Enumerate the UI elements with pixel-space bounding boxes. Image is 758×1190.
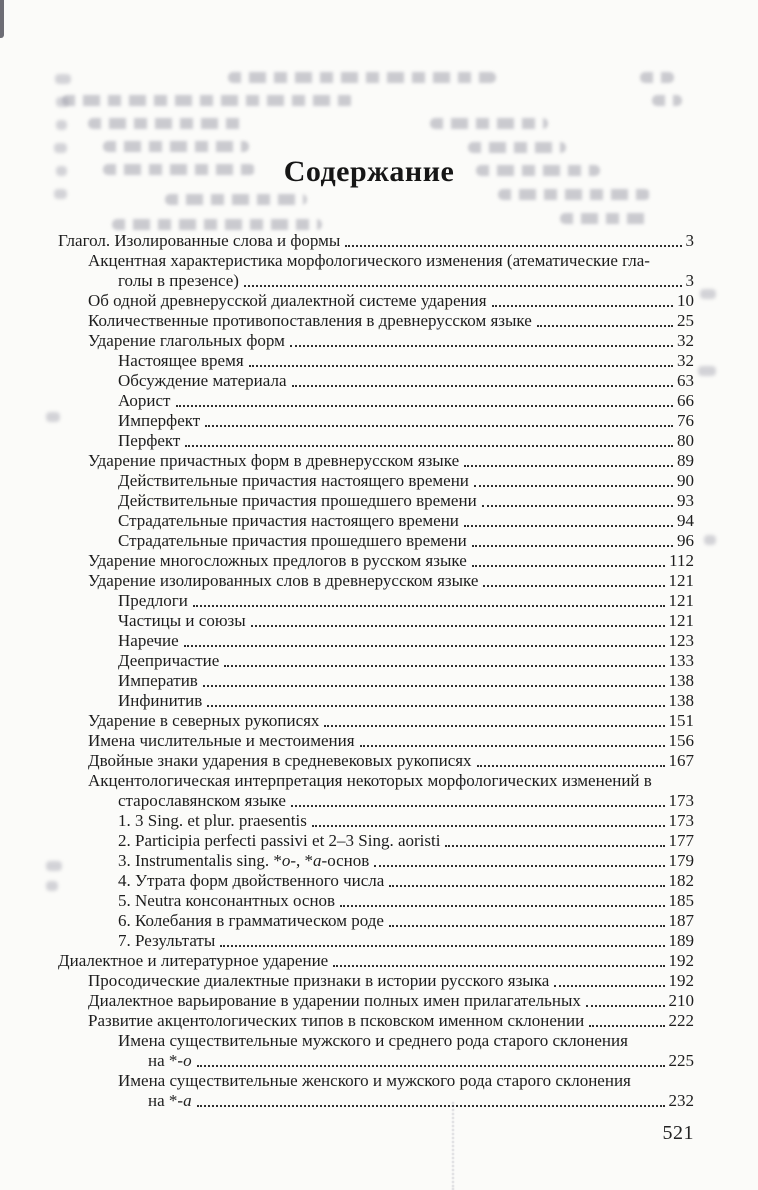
toc-entry-label: Ударение многосложных предлогов в русском языке — [88, 551, 467, 570]
toc-row — [58, 551, 694, 571]
dot-leader — [333, 951, 664, 967]
toc-entry-label: 2. Participia perfecti passivi et 2–3 Sing. aoristi — [118, 831, 441, 850]
scan-smudge — [46, 881, 58, 891]
dot-leader — [203, 671, 665, 687]
toc-entry-label: Страдательные причастия прошедшего времени — [118, 531, 467, 550]
dot-leader — [193, 591, 665, 607]
scan-smudge — [54, 143, 67, 153]
scan-smudge — [704, 535, 716, 545]
toc-entry-label: Императив — [118, 671, 198, 690]
dot-leader — [360, 731, 665, 747]
toc-entry-label: Просодические диалектные признаки в истории русского языка — [88, 971, 550, 990]
dot-leader — [482, 491, 673, 507]
scan-smudge — [700, 289, 716, 299]
scan-smudge — [698, 366, 716, 376]
scan-corner-artifact — [0, 0, 4, 38]
toc-row — [58, 831, 694, 851]
toc-row — [58, 391, 694, 411]
scan-smudge — [55, 74, 71, 84]
dot-leader — [464, 511, 673, 527]
toc-entry-label: 4. Утрата форм двойственного числа — [118, 871, 385, 890]
toc-row — [58, 971, 694, 991]
toc-page-number: 138 — [668, 671, 694, 690]
toc-row — [58, 531, 694, 551]
toc-row — [58, 951, 694, 971]
toc-entry-label: Наречие — [118, 631, 179, 650]
toc-entry-label: старославянском языке — [118, 791, 286, 810]
dot-leader — [176, 391, 674, 407]
toc-entry-label: Развитие акцентологических типов в псковском именном склонении — [88, 1011, 585, 1030]
bleedthrough-line — [165, 194, 307, 205]
toc-entry-label: Предлоги — [118, 591, 188, 610]
toc-row — [58, 251, 694, 271]
toc-page-number: 90 — [677, 471, 694, 490]
toc-page-number: 121 — [668, 611, 694, 630]
toc-page-number: 121 — [668, 571, 694, 590]
bleedthrough-line — [560, 213, 650, 224]
toc-entry-label: 5. Neutra консонантных основ — [118, 891, 336, 910]
dot-leader — [492, 291, 673, 307]
toc-row — [58, 771, 694, 791]
toc-entry-label: Количественные противопоставления в древнерусском языке — [88, 311, 532, 330]
dot-leader — [220, 931, 664, 947]
toc-entry-label: Ударение причастных форм в древнерусском языке — [88, 451, 460, 470]
toc-row — [58, 691, 694, 711]
toc-row — [58, 291, 694, 311]
dot-leader — [477, 751, 665, 767]
toc-entry-label: на *-о — [148, 1051, 192, 1070]
toc-row — [58, 811, 694, 831]
toc-page-number: 3 — [685, 271, 694, 290]
dot-leader — [197, 1051, 665, 1067]
dot-leader — [345, 231, 681, 247]
toc-row — [58, 991, 694, 1011]
toc-row — [58, 371, 694, 391]
toc-page-number: 138 — [668, 691, 694, 710]
toc-entry-label: 1. 3 Sing. et plur. praesentis — [118, 811, 307, 830]
bleedthrough-line — [228, 72, 496, 83]
toc-entry-label: Диалектное и литературное ударение — [58, 951, 329, 970]
toc-row — [58, 491, 694, 511]
toc-page-number: 225 — [668, 1051, 694, 1070]
toc-row — [58, 891, 694, 911]
toc-page-number: 93 — [677, 491, 694, 510]
toc-entry-label: Имена числительные и местоимения — [88, 731, 355, 750]
toc-row — [58, 711, 694, 731]
toc-page-number: 96 — [677, 531, 694, 550]
toc-entry-label: Перфект — [118, 431, 181, 450]
toc-entry-label: Имперфект — [118, 411, 201, 430]
toc-row — [58, 351, 694, 371]
toc-page-number: 63 — [677, 371, 694, 390]
scan-smudge — [56, 97, 69, 107]
dot-leader — [483, 571, 664, 587]
toc-entry-label: Обсуждение материала — [118, 371, 287, 390]
toc-row — [58, 931, 694, 951]
dot-leader — [474, 471, 673, 487]
dot-leader — [324, 711, 664, 727]
toc-page-number: 232 — [668, 1091, 694, 1110]
dot-leader — [472, 531, 673, 547]
bleedthrough-line — [652, 95, 682, 106]
toc-page-number: 112 — [669, 551, 694, 570]
toc-page-number: 192 — [668, 971, 694, 990]
toc-row — [58, 331, 694, 351]
toc-entry-label: Ударение изолированных слов в древнерусском языке — [88, 571, 479, 590]
toc-row — [58, 791, 694, 811]
toc-page-number: 156 — [668, 731, 694, 750]
toc-row — [58, 451, 694, 471]
toc-page-number: 222 — [668, 1011, 694, 1030]
toc-row — [58, 271, 694, 291]
scan-crease-artifact — [452, 1102, 454, 1190]
toc-entry-label: Глагол. Изолированные слова и формы — [58, 231, 341, 250]
dot-leader — [224, 651, 664, 667]
bleedthrough-line — [62, 95, 354, 106]
page-title: Содержание — [283, 155, 455, 188]
dot-leader — [292, 371, 674, 387]
toc-page-number: 173 — [668, 811, 694, 830]
table-of-contents — [58, 231, 694, 1111]
toc-page-number: 151 — [668, 711, 694, 730]
toc-entry-label: Действительные причастия настоящего времени — [118, 471, 469, 490]
toc-page-number: 210 — [668, 991, 694, 1010]
bleedthrough-line — [88, 118, 246, 129]
page-number: 521 — [662, 1122, 694, 1144]
dot-leader — [312, 811, 665, 827]
toc-row — [58, 431, 694, 451]
toc-entry-label: Страдательные причастия настоящего времени — [118, 511, 459, 530]
toc-entry-label: Имена существительные женского и мужского рода старого склонения — [118, 1071, 631, 1090]
toc-row — [58, 751, 694, 771]
dot-leader — [445, 831, 664, 847]
toc-row — [58, 411, 694, 431]
toc-page-number: 25 — [677, 311, 694, 330]
dot-leader — [251, 611, 665, 627]
scan-smudge — [56, 120, 67, 130]
toc-page-number: 192 — [668, 951, 694, 970]
toc-entry-label: на *-а — [148, 1091, 192, 1110]
toc-entry-label: Аорист — [118, 391, 171, 410]
dot-leader — [197, 1091, 665, 1107]
toc-row — [58, 231, 694, 251]
bleedthrough-line — [498, 189, 650, 200]
toc-row — [58, 871, 694, 891]
toc-entry-label: Действительные причастия прошедшего времени — [118, 491, 477, 510]
dot-leader — [472, 551, 665, 567]
toc-page-number: 66 — [677, 391, 694, 410]
toc-entry-label: 7. Результаты — [118, 931, 216, 950]
toc-row — [58, 851, 694, 871]
toc-row — [58, 911, 694, 931]
dot-leader — [586, 991, 665, 1007]
scan-smudge — [54, 189, 67, 199]
toc-page-number: 167 — [668, 751, 694, 770]
bleedthrough-line — [468, 142, 566, 153]
dot-leader — [205, 411, 673, 427]
dot-leader — [340, 891, 664, 907]
toc-row — [58, 1011, 694, 1031]
toc-row — [58, 471, 694, 491]
dot-leader — [389, 911, 665, 927]
dot-leader — [184, 631, 665, 647]
dot-leader — [244, 271, 682, 287]
toc-entry-label: Настоящее время — [118, 351, 244, 370]
toc-page-number: 123 — [668, 631, 694, 650]
dot-leader — [374, 851, 664, 867]
toc-row — [58, 671, 694, 691]
toc-row — [58, 651, 694, 671]
dot-leader — [290, 331, 673, 347]
toc-page-number: 185 — [668, 891, 694, 910]
toc-row — [58, 631, 694, 651]
toc-entry-label: Деепричастие — [118, 651, 220, 670]
toc-entry-label: 6. Колебания в грамматическом роде — [118, 911, 384, 930]
toc-entry-label: Акцентологическая интерпретация некоторых морфологических изменений в — [88, 771, 652, 790]
toc-page-number: 32 — [677, 331, 694, 350]
toc-page-number: 80 — [677, 431, 694, 450]
toc-entry-label: Ударение глагольных форм — [88, 331, 285, 350]
toc-page-number: 133 — [668, 651, 694, 670]
dot-leader — [554, 971, 664, 987]
toc-row — [58, 511, 694, 531]
toc-row — [58, 1071, 694, 1091]
toc-row — [58, 1031, 694, 1051]
toc-row — [58, 1051, 694, 1071]
toc-page-number: 89 — [677, 451, 694, 470]
bleedthrough-line — [112, 219, 322, 230]
toc-entry-label: Частицы и союзы — [118, 611, 246, 630]
bleedthrough-line — [640, 72, 674, 83]
toc-row — [58, 611, 694, 631]
toc-entry-label: Инфинитив — [118, 691, 203, 710]
dot-leader — [291, 791, 665, 807]
toc-page-number: 76 — [677, 411, 694, 430]
toc-entry-label: Акцентная характеристика морфологического изменения (атематические гла- — [88, 251, 650, 270]
toc-page-number: 3 — [685, 231, 694, 250]
toc-entry-label: 3. Instrumentalis sing. *o-, *a-основ — [118, 851, 370, 870]
toc-page-number: 121 — [668, 591, 694, 610]
dot-leader — [185, 431, 673, 447]
toc-page-number: 94 — [677, 511, 694, 530]
toc-row — [58, 571, 694, 591]
toc-entry-label: Диалектное варьирование в ударении полных имен прилагательных — [88, 991, 581, 1010]
toc-entry-label: Имена существительные мужского и среднего рода старого склонения — [118, 1031, 628, 1050]
dot-leader — [249, 351, 673, 367]
toc-row — [58, 731, 694, 751]
toc-row — [58, 311, 694, 331]
toc-page-number: 173 — [668, 791, 694, 810]
toc-entry-label: Двойные знаки ударения в средневековых рукописях — [88, 751, 472, 770]
dot-leader — [589, 1011, 664, 1027]
dot-leader — [537, 311, 673, 327]
toc-page-number: 179 — [668, 851, 694, 870]
toc-page-number: 187 — [668, 911, 694, 930]
toc-page-number: 189 — [668, 931, 694, 950]
bleedthrough-line — [103, 141, 249, 152]
dot-leader — [464, 451, 673, 467]
toc-page-number: 10 — [677, 291, 694, 310]
toc-row — [58, 1091, 694, 1111]
toc-page-number: 177 — [668, 831, 694, 850]
toc-page-number: 182 — [668, 871, 694, 890]
toc-row — [58, 591, 694, 611]
toc-entry-label: голы в презенсе) — [118, 271, 239, 290]
dot-leader — [207, 691, 664, 707]
bleedthrough-line — [430, 118, 548, 129]
toc-entry-label: Об одной древнерусской диалектной системе ударения — [88, 291, 487, 310]
dot-leader — [389, 871, 664, 887]
toc-page-number: 32 — [677, 351, 694, 370]
toc-entry-label: Ударение в северных рукописях — [88, 711, 320, 730]
